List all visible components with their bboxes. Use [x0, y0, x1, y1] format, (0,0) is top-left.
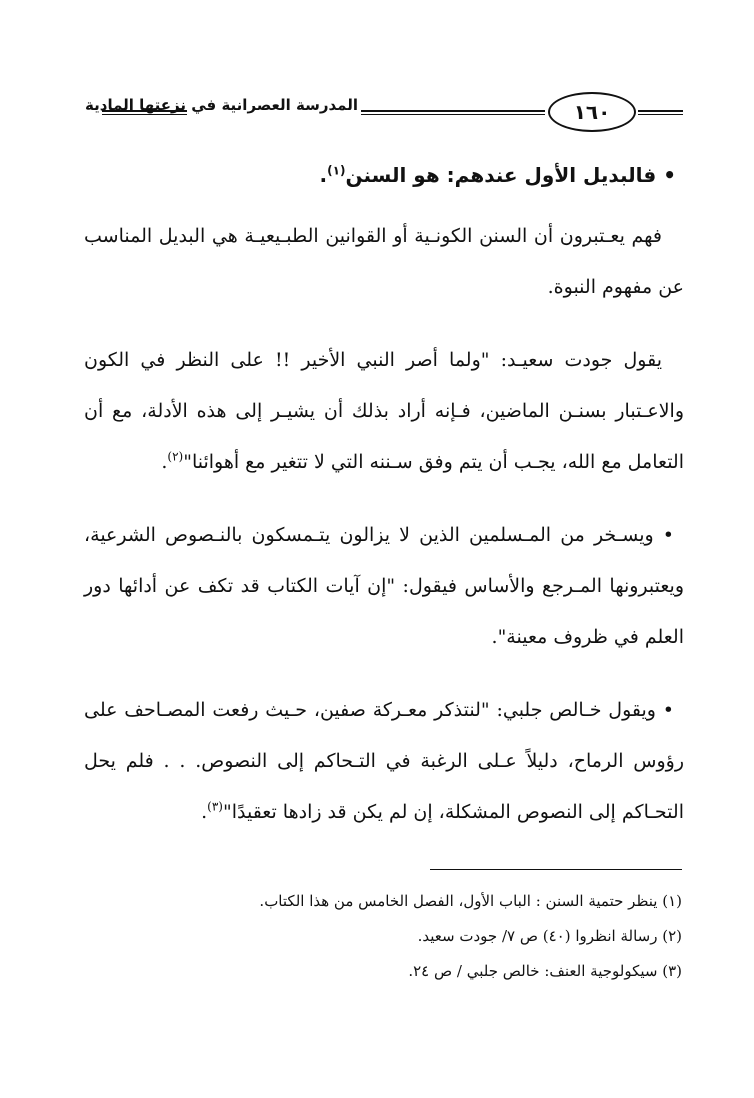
- section-heading: [84, 150, 684, 201]
- header-rule-middle: [361, 110, 545, 115]
- footnote-ref-2: (٢): [167, 449, 184, 464]
- footnote-ref-3: (٣): [207, 799, 223, 814]
- footnote-ref-1: (١): [327, 163, 346, 178]
- page-number-badge: ١٦٠: [548, 92, 636, 132]
- paragraph-2-end: .: [161, 451, 168, 473]
- heading-end: .: [319, 163, 328, 187]
- footnote-1: (١) ينظر حتمية السنن : الباب الأول، الفصل الخامس من هذا الكتاب.: [259, 892, 682, 910]
- page-header: [78, 90, 688, 140]
- footnote-2: (٢) رسالة انظروا (٤٠) ص ٧/ جودت سعيد.: [417, 927, 682, 945]
- paragraph-2: [84, 335, 684, 488]
- main-text: [84, 150, 684, 860]
- paragraph-3: • ويسـخر من المـسلمين الذين لا يزالون يتـمسكون بالنـصوص الشرعية، ويعتبرونها المـرجع والأساس فيقول: "إن آيات الكتاب قد تكف عن أدائها دور العلم في ظروف معينة".: [84, 524, 684, 648]
- running-title: المدرسة العصرانية في نزعتها المادية: [85, 96, 358, 114]
- paragraph-4: [84, 685, 684, 838]
- header-rule-right: [638, 110, 683, 115]
- paragraph-1: فهم يعـتبرون أن السنن الكونـية أو القوانين الطبـيعيـة هي البديل المناسب عن مفهوم النبوة.: [84, 225, 684, 298]
- footnotes: [84, 884, 682, 989]
- footnote-separator: [430, 869, 682, 870]
- paragraph-4-end: .: [201, 801, 208, 823]
- paragraph-2-text: يقول جودت سعيـد: "ولما أصر النبي الأخير !! على النظر في الكون والاعـتبار بسنـن الماضين، فـإنه أراد بذلك أن يشيـر إلى هذه الأدلة، مع أن التعامل مع الله، يجـب أن يتم وفق سـننه التي لا تتغير مع أهوائنا": [84, 349, 684, 473]
- heading-text: • فالبديل الأول عندهم: هو السنن: [345, 163, 676, 187]
- footnote-3: (٣) سيكولوجية العنف: خالص جلبي / ص ٢٤.: [408, 962, 682, 980]
- paragraph-4-text: • ويقول خـالص جلبي: "لنتذكر معـركة صفين، حـيث رفعت المصـاحف على رؤوس الرماح، دليلاً عـلى الرغبة في التـحاكم إلى النصوص. . . فلم يحل التحـاكم إلى النصوص المشكلة، إن لم يكن قد زادها تعقيدًا": [84, 699, 684, 823]
